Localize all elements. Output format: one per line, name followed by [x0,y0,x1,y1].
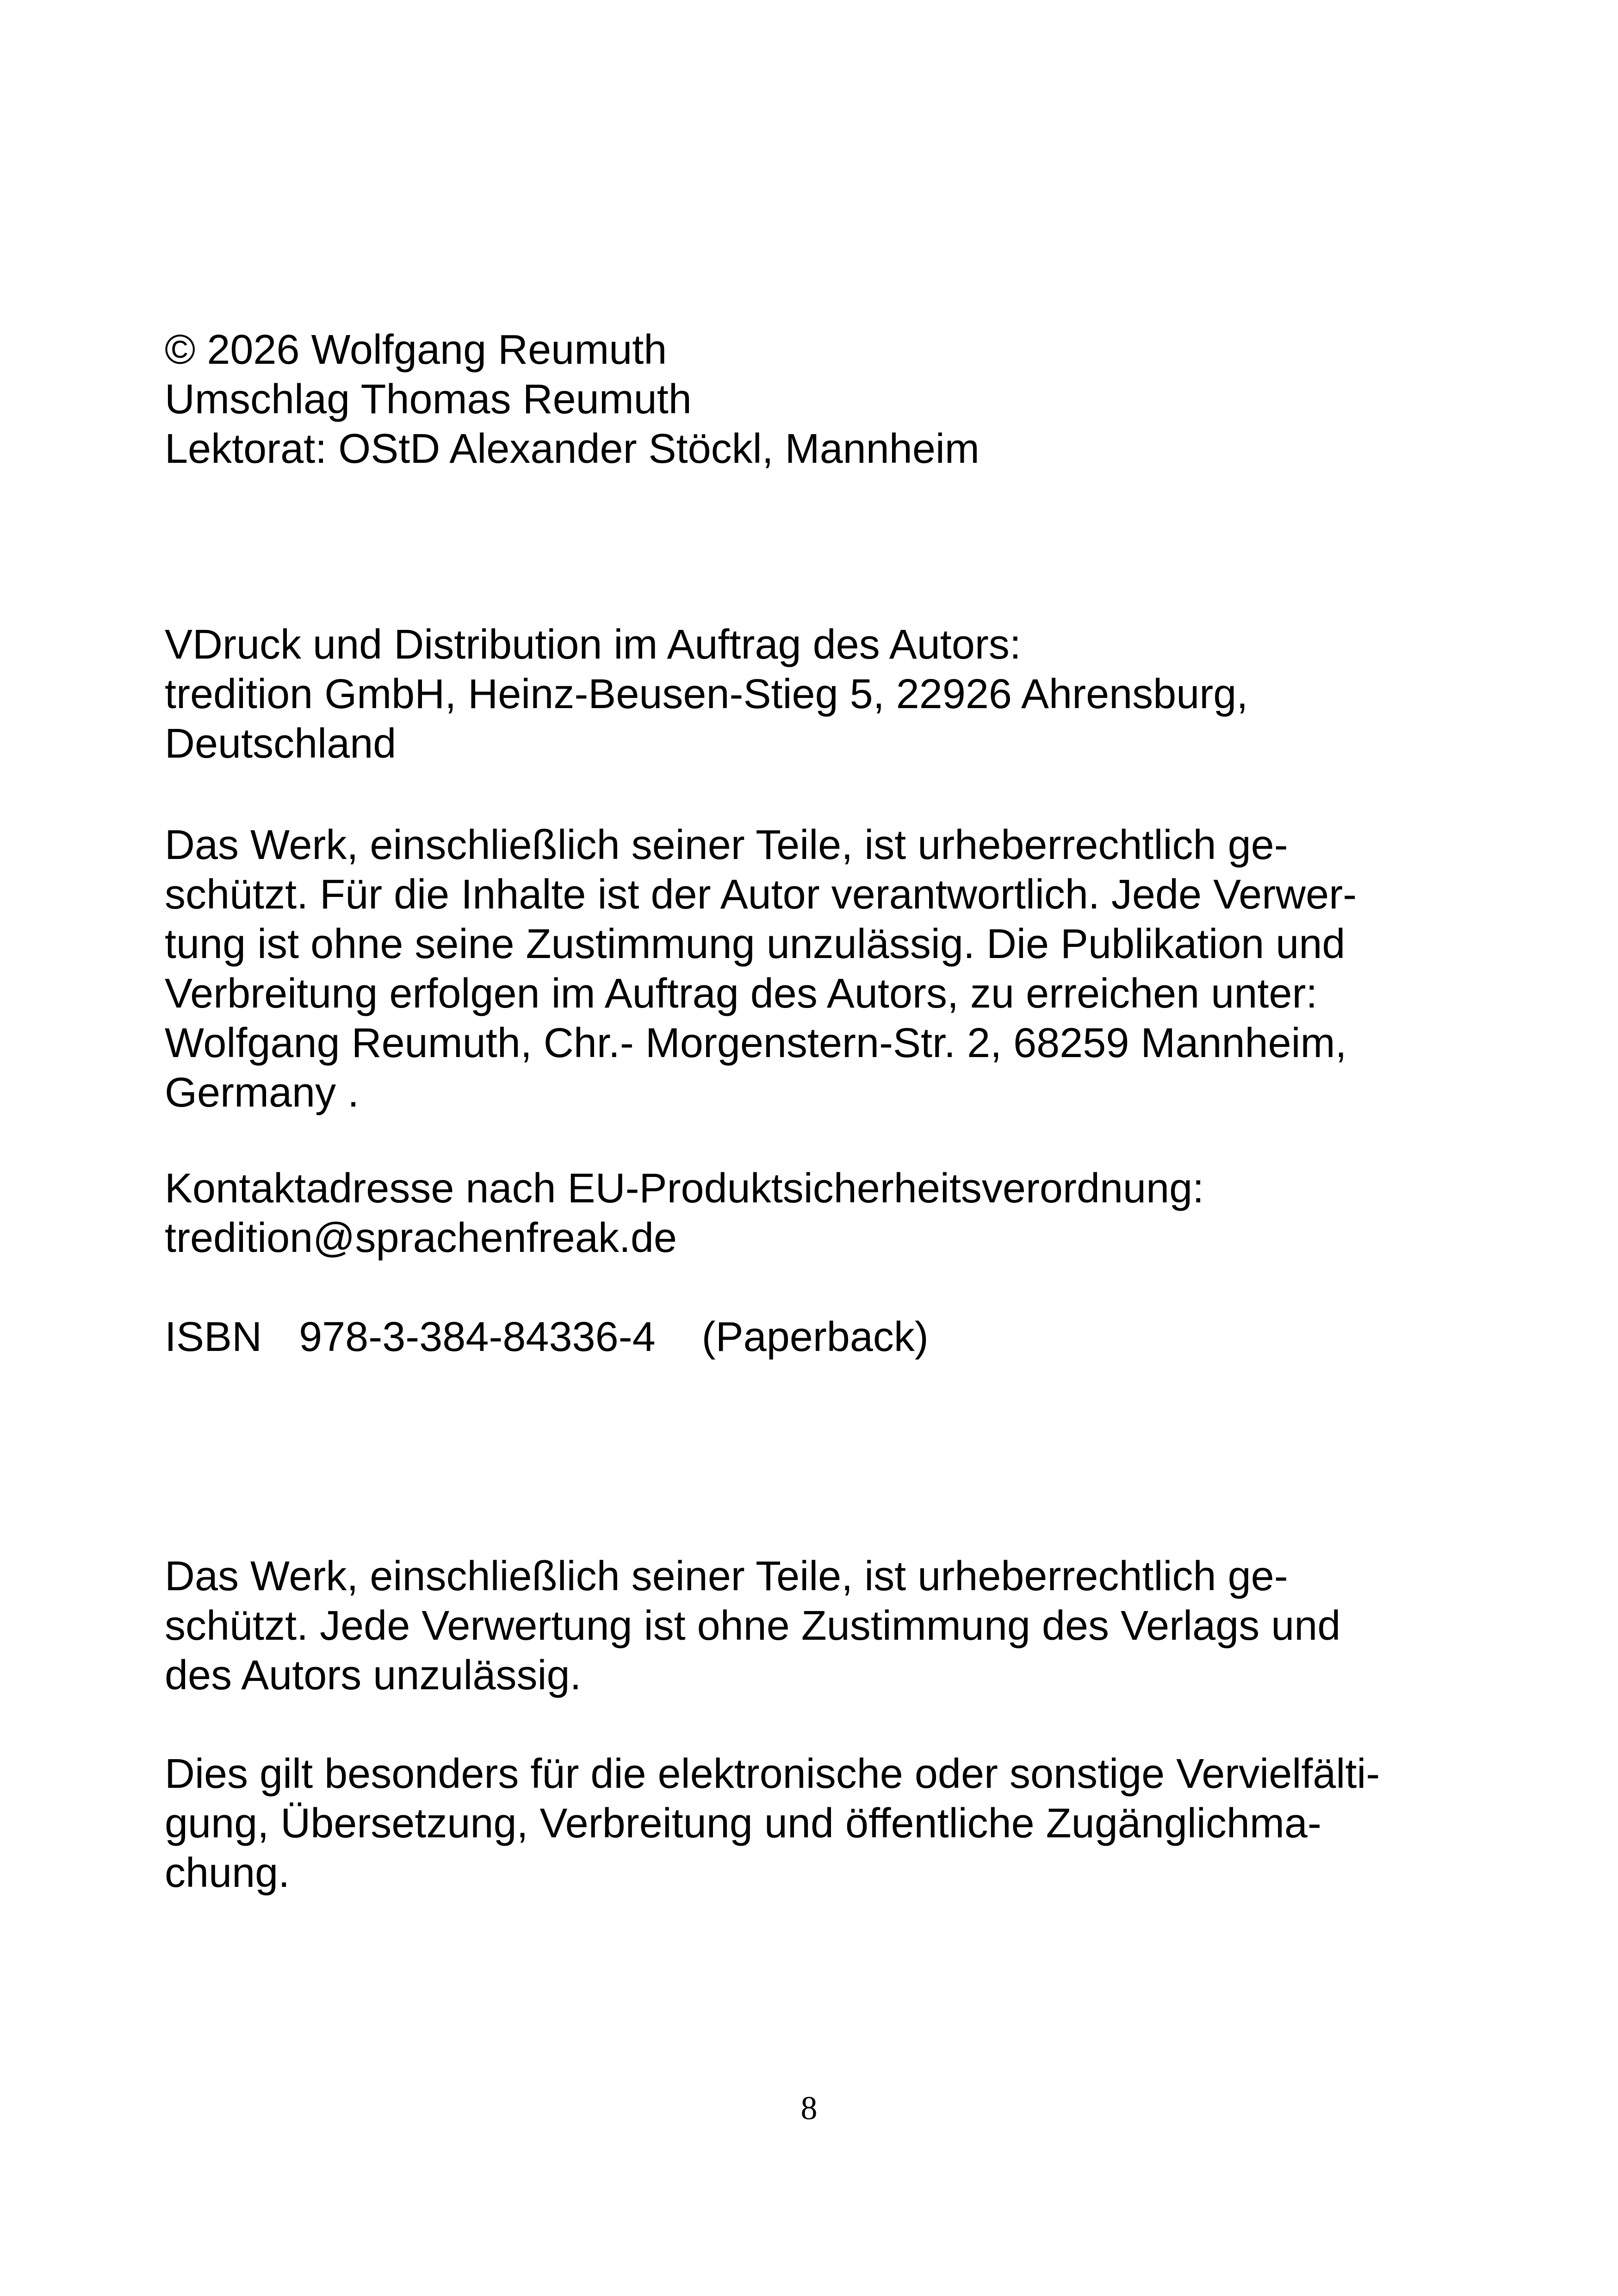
publisher-rights-line: Das Werk, einschließlich seiner Teile, ist urheberrechtlich ge- [165,1553,1288,1599]
cover-credit-line: Umschlag Thomas Reumuth [165,376,692,423]
contact-email: tredition@sprachenfreak.de [165,1215,677,1261]
rights-scope-block [165,1749,1380,1898]
author-rights-line: Verbreitung erfolgen im Auftrag des Autors, zu erreichen unter: [165,971,1318,1017]
author-rights-line: schützt. Für die Inhalte ist der Autor verantwortlich. Jede Verwer- [165,871,1357,918]
rights-scope-line: chung. [165,1850,290,1896]
editor-credit-line: Lektorat: OStD Alexander Stöckl, Mannheim [165,426,979,472]
publisher-rights-block [165,1552,1340,1700]
author-address-line: Wolfgang Reumuth, Chr.- Morgenstern-Str. 2, 68259 Mannheim, [165,1020,1347,1066]
copyright-block [165,325,979,474]
isbn-label: ISBN [165,1314,262,1360]
publisher-rights-line: schützt. Jede Verwertung ist ohne Zustimmung des Verlags und [165,1603,1341,1649]
contact-label-line: Kontaktadresse nach EU-Produktsicherheitsverordnung: [165,1165,1204,1212]
copyright-line: © 2026 Wolfgang Reumuth [165,327,667,373]
publisher-address-line: tredition GmbH, Heinz-Beusen-Stieg 5, 22926 Ahrensburg, [165,671,1248,717]
author-rights-line: Das Werk, einschließlich seiner Teile, ist urheberrechtlich ge- [165,822,1288,868]
isbn-format: (Paperback) [701,1314,929,1360]
isbn-number: 978-3-384-84336-4 [299,1314,656,1360]
rights-scope-line: gung, Übersetzung, Verbreitung und öffentliche Zugänglichma- [165,1800,1321,1847]
page-number: 8 [800,2090,818,2127]
isbn-block [165,1313,929,1362]
author-rights-line: tung ist ohne seine Zustimmung unzulässig. Die Publikation und [165,921,1345,967]
author-rights-block [165,821,1357,1118]
publisher-country-line: Deutschland [165,721,397,767]
rights-scope-line: Dies gilt besonders für die elektronische oder sonstige Vervielfälti- [165,1751,1380,1797]
print-distribution-block [165,620,1248,769]
contact-block [165,1164,1204,1263]
author-country-line: Germany . [165,1070,360,1116]
print-distribution-line: VDruck und Distribution im Auftrag des Autors: [165,622,1021,668]
publisher-rights-line: des Autors unzulässig. [165,1652,582,1699]
